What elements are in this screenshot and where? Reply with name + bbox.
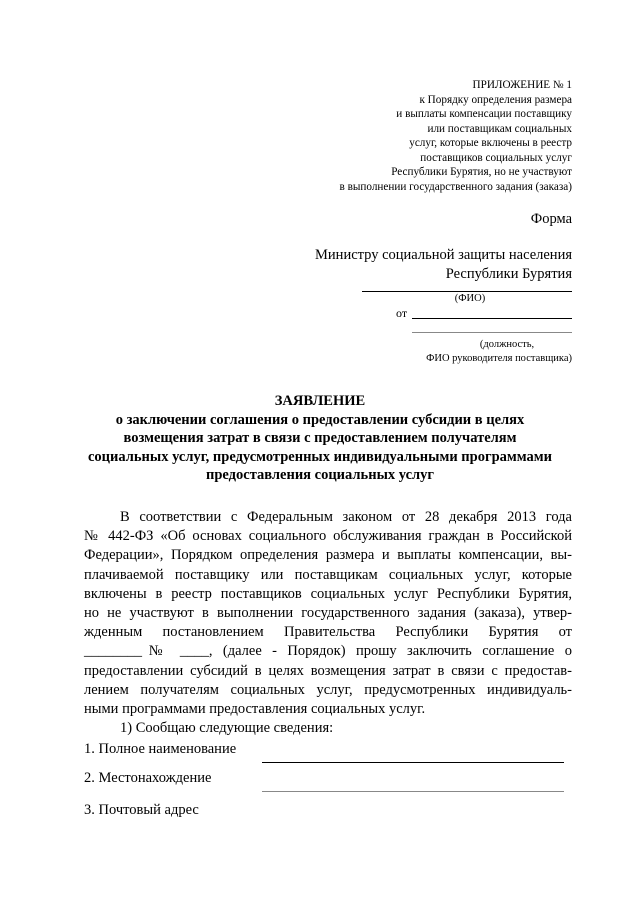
appendix-line: услуг, которые включены в реестр	[409, 137, 572, 149]
document-title	[70, 392, 570, 485]
body-line: включены в реестр поставщиков социальных услуг Республики Бурятия,	[84, 585, 572, 602]
body-line: плачиваемой поставщику или поставщикам социальных услуг, которые	[84, 566, 572, 583]
field-location-line	[262, 791, 564, 792]
body-line: Федерации», Порядком определения размера и выплаты компенсации, вы-	[84, 547, 572, 564]
position-line	[412, 332, 572, 333]
body-line: жденным постановлением Правительства Республики Бурятия от	[84, 624, 572, 641]
title-heading: ЗАЯВЛЕНИЕ	[274, 393, 366, 409]
addressee-block	[252, 246, 572, 284]
body-line: предоставлении субсидий в целях возмещения затрат в связи с предостав-	[84, 662, 572, 679]
addressee-line: Республики Бурятия	[445, 266, 572, 282]
body-line: но не участвуют в выполнении государственного задания (заказа), утвер-	[84, 605, 572, 622]
from-label: от	[396, 306, 408, 320]
title-line: о заключении соглашения о предоставлении субсидии в целях	[115, 411, 525, 428]
body-line: № 442-ФЗ «Об основах социального обслуживания граждан в Российской	[84, 528, 572, 545]
body-line: ными программами предоставления социальных услуг.	[84, 701, 426, 718]
field-full-name-label: 1. Полное наименование	[84, 741, 237, 757]
field-postal-address-label: 3. Почтовый адрес	[84, 802, 199, 818]
appendix-line: Республики Бурятия, но не участвуют	[391, 166, 572, 178]
appendix-line: в выполнении государственного задания (заказа)	[339, 180, 572, 193]
form-label: Форма	[530, 211, 572, 227]
appendix-line: и выплаты компенсации поставщику	[396, 108, 572, 120]
body-line: ________№ ____, (далее - Порядок) прошу заключить соглашение о	[84, 643, 572, 660]
body-paragraph	[84, 508, 572, 719]
appendix-header	[272, 78, 572, 194]
info-title: 1) Сообщаю следующие сведения:	[120, 720, 334, 736]
field-location-label: 2. Местонахождение	[84, 770, 212, 786]
position-caption-line: (должность,	[479, 339, 535, 350]
position-caption-line: ФИО руководителя поставщика)	[426, 353, 572, 364]
fio-caption: (ФИО)	[454, 293, 486, 304]
appendix-line: или поставщикам социальных	[427, 122, 572, 135]
title-line: возмещения затрат в связи с предоставлением получателям	[123, 430, 517, 446]
title-line: социальных услуг, предусмотренных индивидуальными программами	[87, 448, 553, 465]
from-line	[412, 318, 572, 319]
title-line: предоставления социальных услуг	[206, 467, 434, 483]
fio-line	[362, 291, 572, 292]
appendix-line: поставщиков социальных услуг	[420, 151, 572, 164]
position-caption	[402, 338, 572, 366]
field-full-name-line	[262, 762, 564, 763]
body-line: В соответствии с Федеральным законом от 28 декабря 2013 года	[120, 509, 572, 525]
body-line: лением получателям социальных услуг, предусмотренных индивидуаль-	[84, 681, 572, 698]
appendix-line: к Порядку определения размера	[419, 93, 572, 106]
appendix-line: ПРИЛОЖЕНИЕ № 1	[472, 79, 572, 91]
addressee-line: Министру социальной защиты населения	[315, 247, 572, 263]
